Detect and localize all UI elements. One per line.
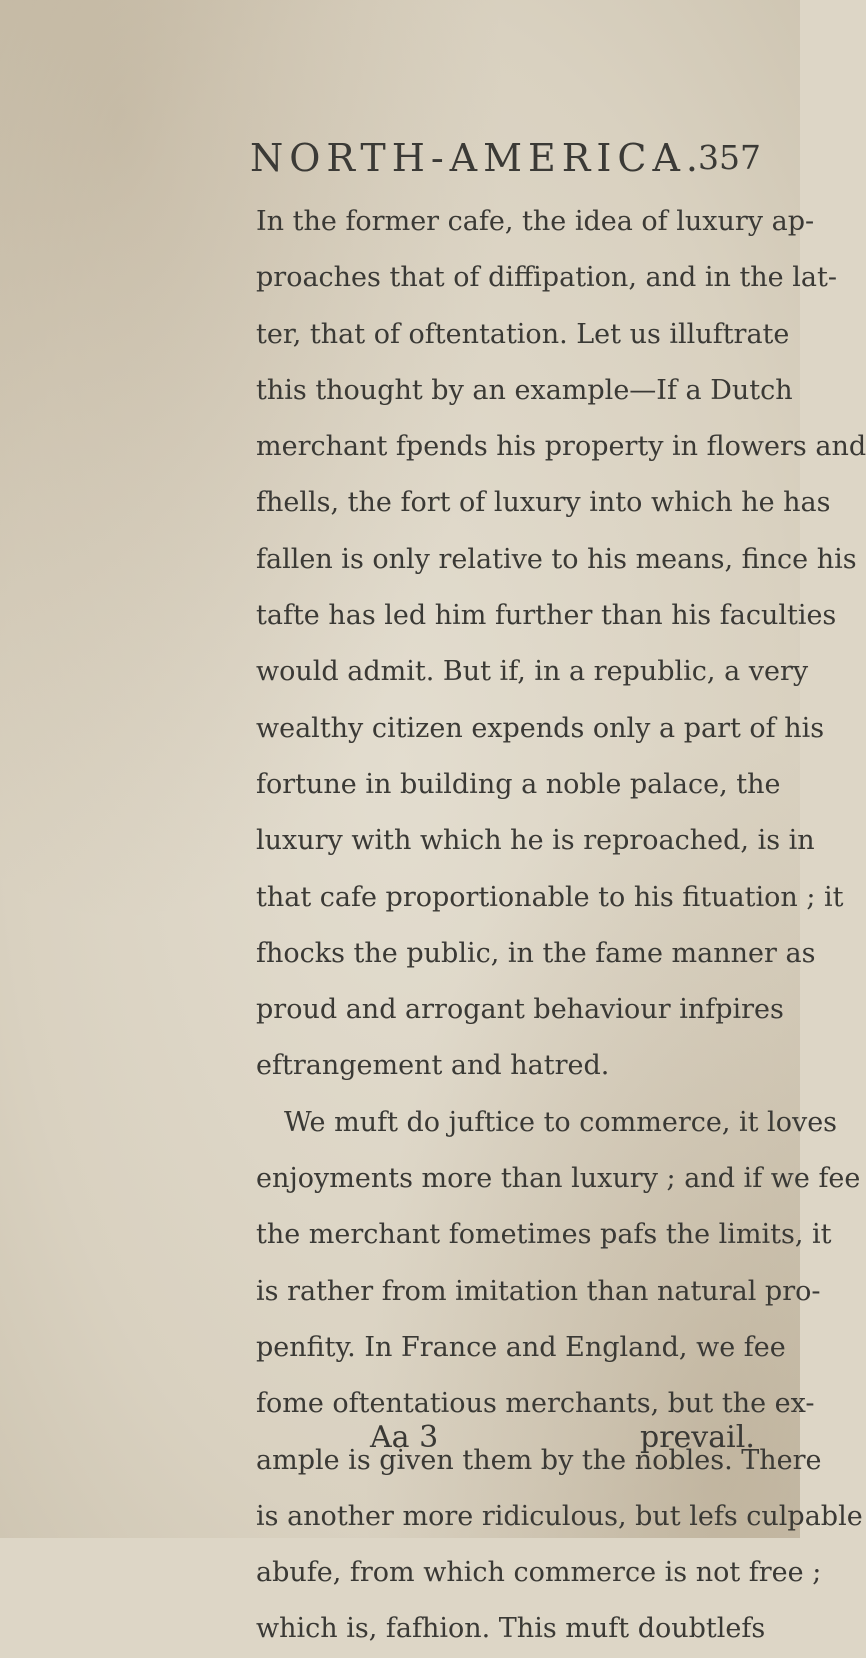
text-line: tafte has led him further than his faculties bbox=[256, 600, 837, 632]
text-line: ample is given them by the nobles. There bbox=[256, 1444, 822, 1476]
text-line: penfity. In France and England, we fee bbox=[256, 1331, 786, 1363]
text-line-paragraph-start: We muft do juftice to commerce, it loves bbox=[284, 1106, 838, 1138]
text-line: would admit. But if, in a republic, a very bbox=[256, 656, 809, 688]
text-line: enjoyments more than luxury ; and if we fee bbox=[256, 1163, 861, 1195]
text-line: fallen is only relative to his means, fince his bbox=[256, 543, 857, 575]
text-line: proud and arrogant behaviour infpires bbox=[256, 994, 784, 1026]
text-line: that cafe proportionable to his fituation ; it bbox=[256, 881, 844, 913]
text-line: luxury with which he is reproached, is in bbox=[256, 825, 815, 857]
text-line: merchant fpends his property in flowers and bbox=[256, 431, 866, 463]
text-line: wealthy citizen expends only a part of his bbox=[256, 712, 825, 744]
catchword: prevail. bbox=[640, 1420, 755, 1455]
page-footer bbox=[0, 1420, 800, 1480]
text-line: fome oftentatious merchants, but the ex- bbox=[256, 1388, 815, 1420]
text-line: fortune in building a noble palace, the bbox=[256, 768, 781, 800]
page-number: 357 bbox=[698, 138, 761, 177]
text-line: abufe, from which commerce is not free ; bbox=[256, 1557, 822, 1589]
signature-mark: Aa 3 bbox=[370, 1420, 439, 1455]
text-line: is another more ridiculous, but lefs culpable bbox=[256, 1500, 863, 1532]
text-line: fhells, the fort of luxury into which he has bbox=[256, 487, 831, 519]
text-line: this thought by an example—If a Dutch bbox=[256, 374, 793, 406]
text-line: which is, fafhion. This muft doubtlefs bbox=[256, 1613, 766, 1645]
text-line: fhocks the public, in the fame manner as bbox=[256, 937, 816, 969]
text-line: ter, that of oftentation. Let us illuftrate bbox=[256, 318, 790, 350]
text-line: is rather from imitation than natural pro- bbox=[256, 1275, 821, 1307]
text-line: the merchant fometimes pafs the limits, it bbox=[256, 1219, 832, 1251]
text-line-paragraph-end: eftrangement and hatred. bbox=[256, 1050, 610, 1082]
page-header bbox=[0, 136, 800, 196]
text-line: proaches that of diffipation, and in the lat- bbox=[256, 262, 837, 294]
running-title: NORTH-AMERICA. bbox=[250, 136, 704, 180]
text-line: In the former cafe, the idea of luxury ap- bbox=[256, 206, 815, 237]
